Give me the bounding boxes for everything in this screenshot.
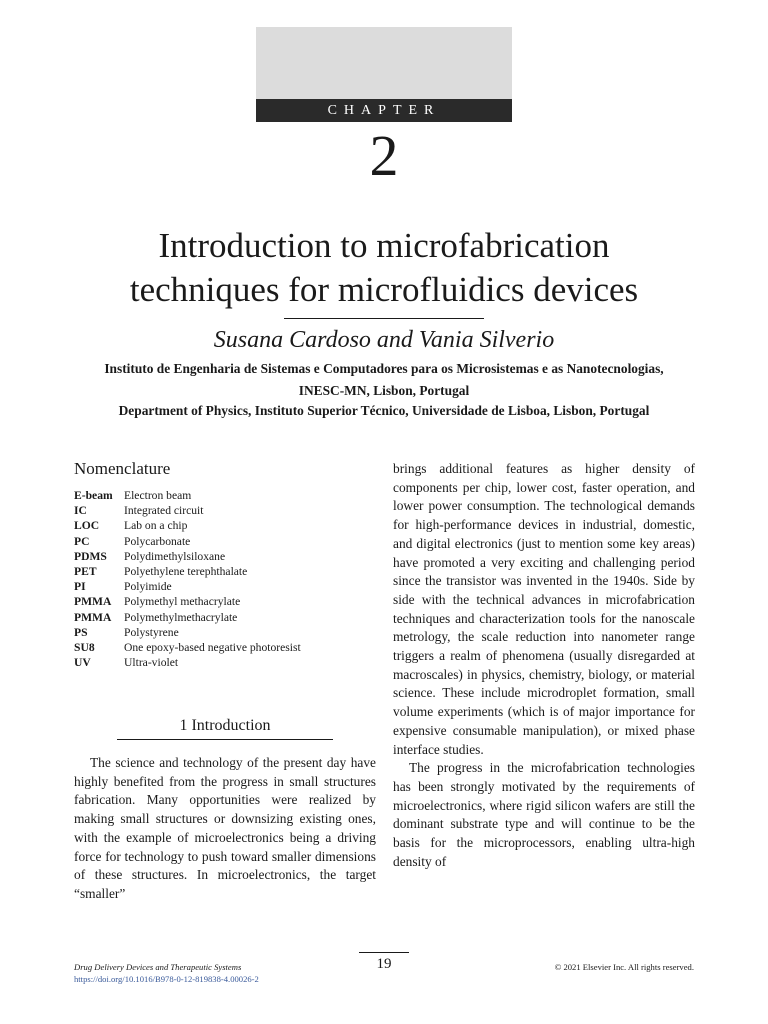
chapter-label: CHAPTER	[256, 99, 512, 122]
nomenclature-abbr: PET	[74, 564, 97, 578]
nomenclature-abbr: PI	[74, 580, 86, 594]
nomenclature-item	[74, 564, 374, 579]
nomenclature-heading: Nomenclature	[74, 459, 171, 478]
nomenclature-item	[74, 534, 374, 549]
nomenclature-abbr: SU8	[74, 640, 95, 654]
nomenclature-abbr: IC	[74, 504, 87, 518]
footer-divider	[359, 952, 409, 953]
paragraph: The science and technology of the present day have highly benefited from the progress in small structures fabrication. Many opportunities were realized by making small structures or downsizing existing ones, with the example of microelectronics being a driving force for technology to push toward smaller dimensions of these structures. In microelectronics, the target “smaller”	[74, 755, 376, 901]
nomenclature-item	[74, 594, 374, 609]
nomenclature-abbr: PC	[74, 534, 90, 548]
page-number: 19	[376, 956, 392, 972]
right-column-body	[393, 460, 695, 871]
chapter-title	[60, 224, 708, 312]
nomenclature-definition: Polystyrene	[124, 625, 179, 639]
doi-link[interactable]: https://doi.org/10.1016/B978-0-12-819838-4.00026-2	[74, 974, 259, 984]
affiliation-line-2: INESC-MN, Lisbon, Portugal	[298, 383, 470, 398]
nomenclature-item	[74, 655, 374, 670]
nomenclature-item	[74, 610, 374, 625]
title-divider	[284, 318, 484, 319]
nomenclature-definition: Polydimethylsiloxane	[124, 549, 226, 563]
nomenclature-abbr: LOC	[74, 519, 100, 533]
nomenclature-definition: Integrated circuit	[124, 504, 204, 518]
paragraph: The progress in the microfabrication technologies has been strongly motivated by the requirements of microelectronics, where rigid silicon wafers are still the dominant substrate type and will continue to be the basis for the microprocessors, enabling ultra-high density of	[393, 760, 695, 869]
nomenclature-list	[74, 488, 374, 670]
authors: Susana Cardoso and Vania Silverio	[213, 327, 555, 353]
section-heading: 1 Introduction	[179, 717, 271, 734]
affiliation-line-1: Instituto de Engenharia de Sistemas e Computadores para os Microsistemas e as Nanotecnologias,	[104, 361, 664, 376]
nomenclature-definition: Polyimide	[124, 580, 172, 594]
nomenclature-item	[74, 503, 374, 518]
title-line-2: techniques for microfluidics devices	[129, 270, 639, 309]
nomenclature-definition: Polyethylene terephthalate	[124, 564, 248, 578]
nomenclature-item	[74, 640, 374, 655]
chapter-header-block	[256, 27, 512, 100]
nomenclature-definition: Lab on a chip	[124, 519, 188, 533]
nomenclature-definition: One epoxy-based negative photoresist	[124, 640, 301, 654]
book-title: Drug Delivery Devices and Therapeutic Systems	[74, 962, 242, 972]
nomenclature-definition: Polymethyl methacrylate	[124, 595, 241, 609]
nomenclature-item	[74, 579, 374, 594]
nomenclature-abbr: PS	[74, 625, 88, 639]
copyright: © 2021 Elsevier Inc. All rights reserved.	[554, 962, 694, 972]
nomenclature-definition: Polymethylmethacrylate	[124, 610, 238, 624]
nomenclature-definition: Polycarbonate	[124, 534, 191, 548]
section-divider	[117, 739, 333, 740]
nomenclature-item	[74, 625, 374, 640]
nomenclature-abbr: PDMS	[74, 549, 107, 563]
nomenclature-item	[74, 488, 374, 503]
nomenclature-definition: Ultra-violet	[124, 656, 179, 670]
nomenclature-definition: Electron beam	[124, 489, 192, 502]
title-line-1: Introduction to microfabrication	[158, 226, 610, 265]
nomenclature-abbr: UV	[74, 656, 91, 670]
chapter-number: 2	[369, 123, 399, 188]
nomenclature-abbr: E-beam	[74, 489, 113, 502]
nomenclature-abbr: PMMA	[74, 610, 112, 624]
nomenclature-abbr: PMMA	[74, 595, 112, 609]
nomenclature-item	[74, 549, 374, 564]
nomenclature-item	[74, 518, 374, 533]
paragraph: brings additional features as higher density of components per chip, lower cost, faster operation, and lower power consumption. The technological demands for high-performance devices in industrial, domestic, and digital electronics (just to mention some key areas) have promoted a very exciting and challenging period since the transistor was invented in the 1940s. Side by side with the technical advances in microfabrication techniques and characterization tools for the nanoscale metrology, the scale reduction into nanometer range triggers a realm of phenomena (usually disregarded at macroscales) in physics, chemistry, biology, or material science. These include microdroplet formation, small volume experiments (which is of major importance for expensive consumable manipulation), or mixed phase interface studies.	[393, 461, 695, 757]
left-column-body	[74, 754, 376, 904]
affiliation-line-3: Department of Physics, Instituto Superior Técnico, Universidade de Lisboa, Lisbon, Portugal	[118, 403, 650, 418]
